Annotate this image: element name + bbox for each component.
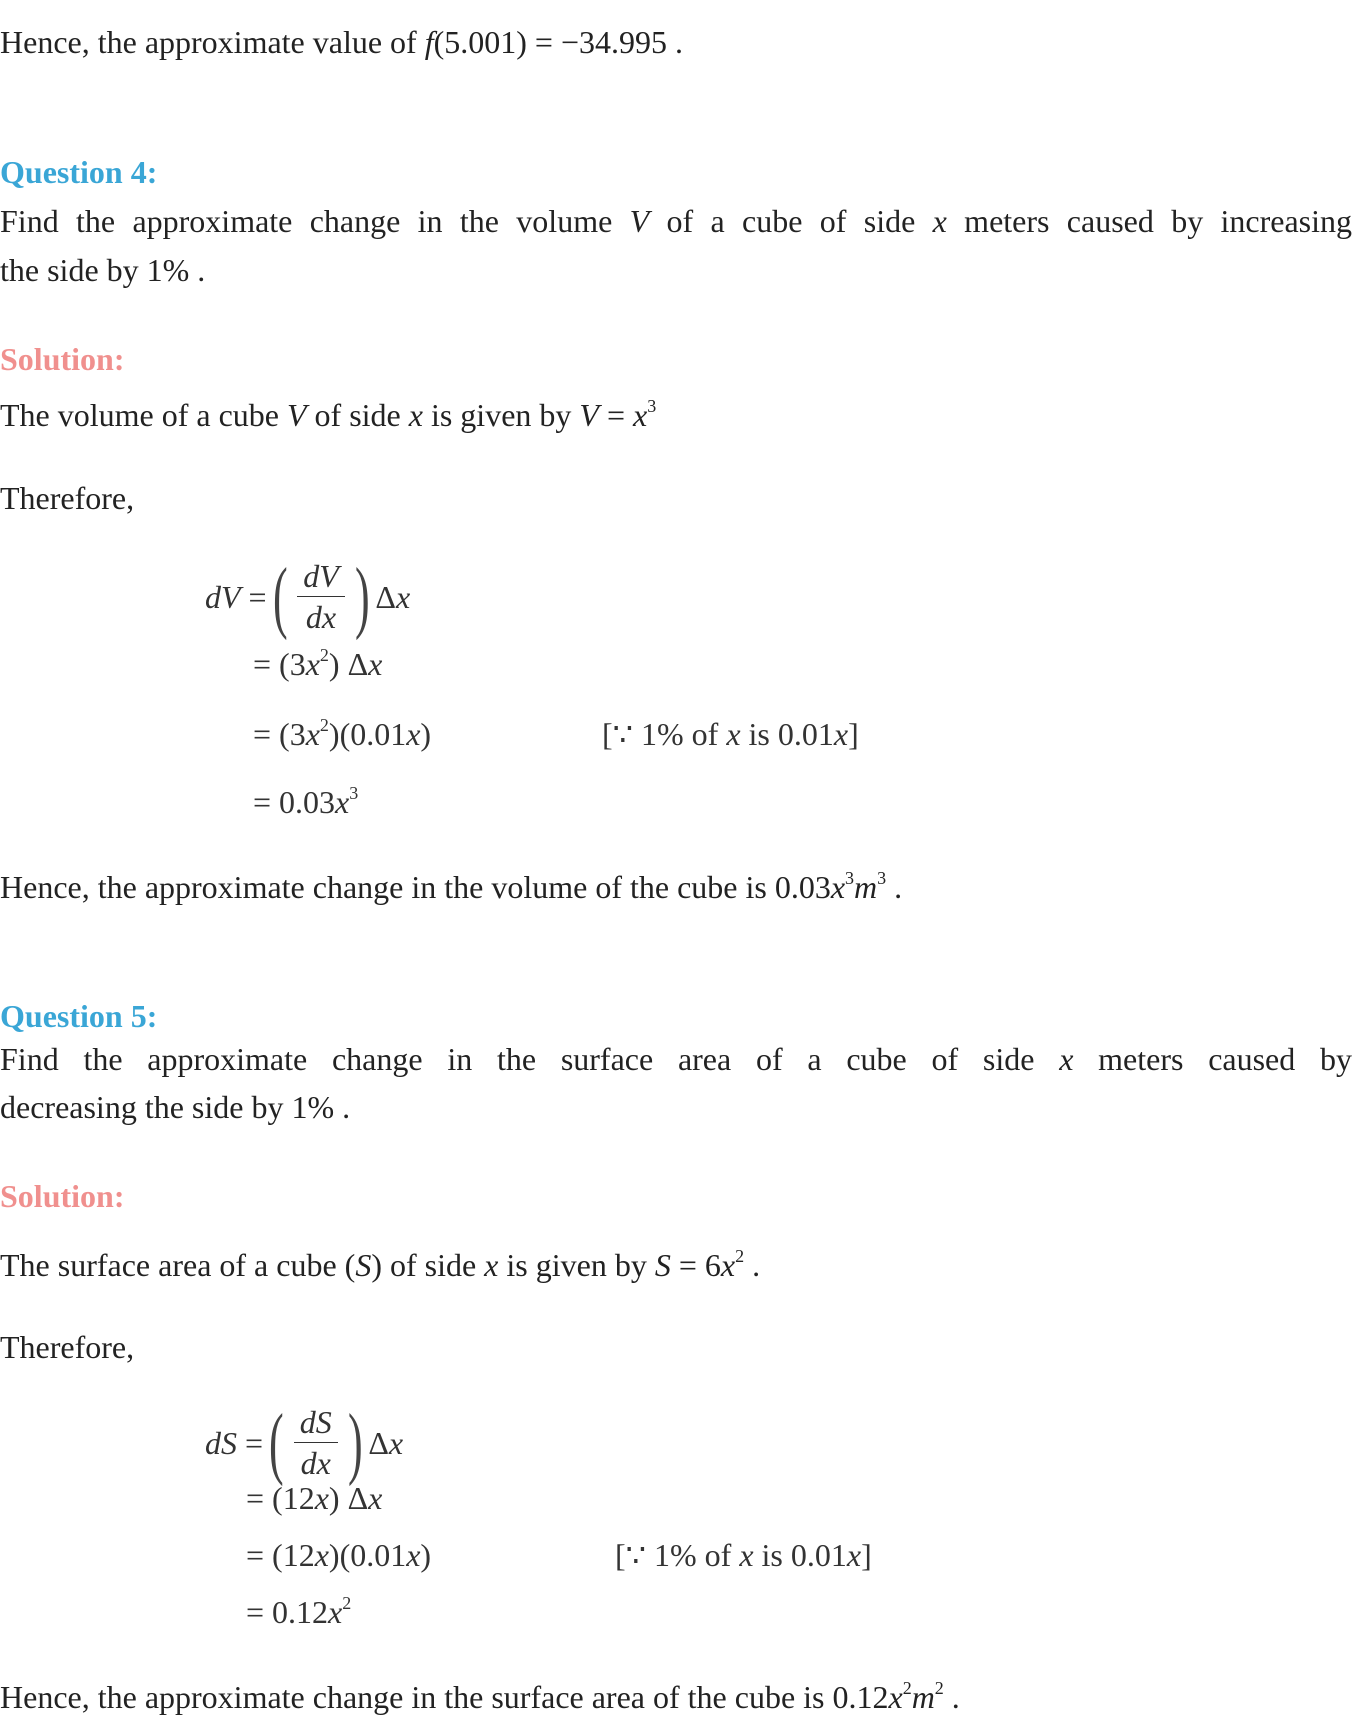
solution-4-conclusion [0, 868, 902, 906]
text-segment: Find the approximate change in the volume [0, 203, 630, 239]
math-variable: x [396, 578, 411, 615]
text-segment: The volume of a cube [0, 397, 287, 433]
text-segment: = [240, 578, 267, 615]
math-variable: x [335, 784, 350, 820]
fraction-numerator: dS [294, 1402, 338, 1443]
superscript: 3 [349, 783, 359, 803]
text-segment: . [943, 1679, 960, 1715]
text-segment: of a cube of side [649, 203, 933, 239]
text-segment: is 0.01 [753, 1537, 847, 1573]
text-segment: = (12 [246, 1480, 315, 1516]
derivation-4-step1 [205, 552, 411, 641]
math-variable: x [368, 1480, 383, 1516]
text-segment: . [886, 869, 903, 905]
math-variable: m [854, 869, 878, 905]
delta-x [375, 577, 410, 617]
text-segment: ) [420, 1537, 432, 1573]
text-segment: Δ [375, 578, 396, 615]
fraction [294, 1402, 338, 1483]
derivation-4-step2 [253, 645, 382, 683]
text-segment: = [237, 1424, 264, 1461]
text-segment: [∵ 1% of [602, 716, 727, 752]
text-segment: the side by 1% . [0, 252, 206, 288]
math-variable: x [888, 1679, 903, 1715]
text-segment: meters caused by [1073, 1041, 1352, 1077]
solution-4-statement [0, 396, 656, 434]
text-segment: ] [848, 716, 859, 752]
math-variable: x [305, 646, 320, 682]
math-variable: x [739, 1537, 754, 1573]
superscript: 3 [845, 868, 855, 888]
derivation-4-step3 [253, 715, 431, 753]
math-variable: x [1059, 1041, 1074, 1077]
text-segment: Find the approximate change in the surface area of a cube of side [0, 1041, 1060, 1077]
text-segment: . [667, 24, 683, 60]
question-5-heading: Question 5: [0, 998, 158, 1034]
question-4-text-line2 [0, 251, 205, 289]
text-segment: of side [306, 397, 409, 433]
text-segment: Hence, the approximate change in the volume of the cube is 0.03 [0, 869, 831, 905]
text-segment: = 0.12 [246, 1594, 329, 1630]
solution-5-label: Solution: [0, 1178, 125, 1214]
math-variable: S [355, 1247, 372, 1283]
math-variable: x [408, 397, 423, 433]
math-variable: x [833, 716, 849, 752]
solution-5-statement [0, 1246, 760, 1284]
text-segment: ] [861, 1537, 872, 1573]
right-paren: ) [354, 552, 370, 641]
text-segment: ) of side [371, 1247, 485, 1283]
text-segment: = [598, 397, 633, 433]
derivation-4-note [602, 715, 859, 753]
superscript: 2 [319, 715, 329, 735]
delta-x [368, 1423, 403, 1463]
math-variable: x [406, 1537, 421, 1573]
solution-4-label: Solution: [0, 341, 125, 377]
math-variable: dV [205, 578, 241, 615]
derivation-4-step4 [253, 783, 358, 821]
text-segment: decreasing the side by 1% . [0, 1089, 351, 1125]
text-segment: = (3 [253, 646, 306, 682]
text-segment: Hence, the approximate change in the surface area of the cube is 0.12 [0, 1679, 889, 1715]
text-segment: is given by [498, 1247, 655, 1283]
math-variable: x [305, 716, 320, 752]
text-segment: ) Δ [328, 1480, 369, 1516]
superscript: 2 [342, 1593, 352, 1613]
fraction-denominator: dx [305, 599, 337, 635]
math-variable: x [314, 1537, 329, 1573]
text-segment: The surface area of a cube ( [0, 1247, 356, 1283]
math-variable: x [726, 716, 741, 752]
superscript: 2 [902, 1678, 912, 1698]
solution-5-therefore: Therefore, [0, 1329, 135, 1365]
math-variable: x [830, 869, 846, 905]
derivation-5-step4 [246, 1593, 351, 1631]
derivation-5-step3 [246, 1536, 431, 1574]
text-segment: ) [420, 716, 432, 752]
math-variable: x [932, 203, 947, 239]
text-segment: = (3 [253, 716, 306, 752]
math-variable: x [846, 1537, 862, 1573]
lhs [205, 577, 267, 617]
superscript: 2 [319, 645, 329, 665]
text-segment: = (12 [246, 1537, 315, 1573]
text-segment: Hence, the approximate value of [0, 24, 425, 60]
text-segment: [∵ 1% of [615, 1537, 740, 1573]
question-4-heading: Question 4: [0, 154, 158, 190]
text-segment: Δ [368, 1424, 389, 1461]
derivation-5-step1 [205, 1398, 404, 1487]
lhs [205, 1423, 263, 1463]
math-variable: x [328, 1594, 343, 1630]
fraction-numerator: dV [297, 556, 345, 597]
text-segment: = 6 [670, 1247, 721, 1283]
right-paren: ) [347, 1398, 363, 1487]
math-variable: m [911, 1679, 935, 1715]
math-variable: x [314, 1480, 329, 1516]
math-variable: f [424, 24, 434, 60]
derivation-5-step2 [246, 1479, 382, 1517]
question-5-text-line1 [0, 1040, 1352, 1078]
math-variable: V [579, 397, 599, 433]
math-variable: x [484, 1247, 499, 1283]
left-paren: ( [269, 1398, 284, 1487]
text-segment: (5.001) = −34.995 [433, 24, 667, 60]
math-variable: dS [205, 1424, 237, 1461]
previous-answer-conclusion [0, 23, 683, 61]
text-segment: )(0.01 [328, 716, 407, 752]
text-segment: meters caused by increasing [946, 203, 1352, 239]
superscript: 2 [934, 1678, 944, 1698]
text-segment: )(0.01 [328, 1537, 407, 1573]
fraction [297, 556, 345, 637]
text-segment: . [744, 1247, 761, 1283]
derivation-5-note [615, 1536, 872, 1574]
fraction-denominator: dx [300, 1445, 331, 1481]
math-variable: V [287, 397, 307, 433]
question-5-text-line2 [0, 1088, 350, 1126]
math-variable: x [406, 716, 421, 752]
text-segment: is 0.01 [740, 716, 834, 752]
superscript: 2 [735, 1246, 745, 1266]
math-variable: V [629, 203, 650, 239]
text-segment: ) Δ [328, 646, 369, 682]
math-variable: x [388, 1424, 404, 1461]
math-variable: x [632, 397, 648, 433]
math-variable: x [720, 1247, 736, 1283]
math-variable: x [368, 646, 383, 682]
superscript: 3 [647, 396, 657, 416]
solution-4-therefore: Therefore, [0, 480, 135, 516]
math-variable: S [654, 1247, 671, 1283]
text-segment: is given by [422, 397, 580, 433]
solution-5-conclusion [0, 1678, 960, 1716]
left-paren: ( [272, 552, 288, 641]
question-4-text-line1 [0, 202, 1352, 240]
text-segment: = 0.03 [253, 784, 336, 820]
superscript: 3 [877, 868, 887, 888]
